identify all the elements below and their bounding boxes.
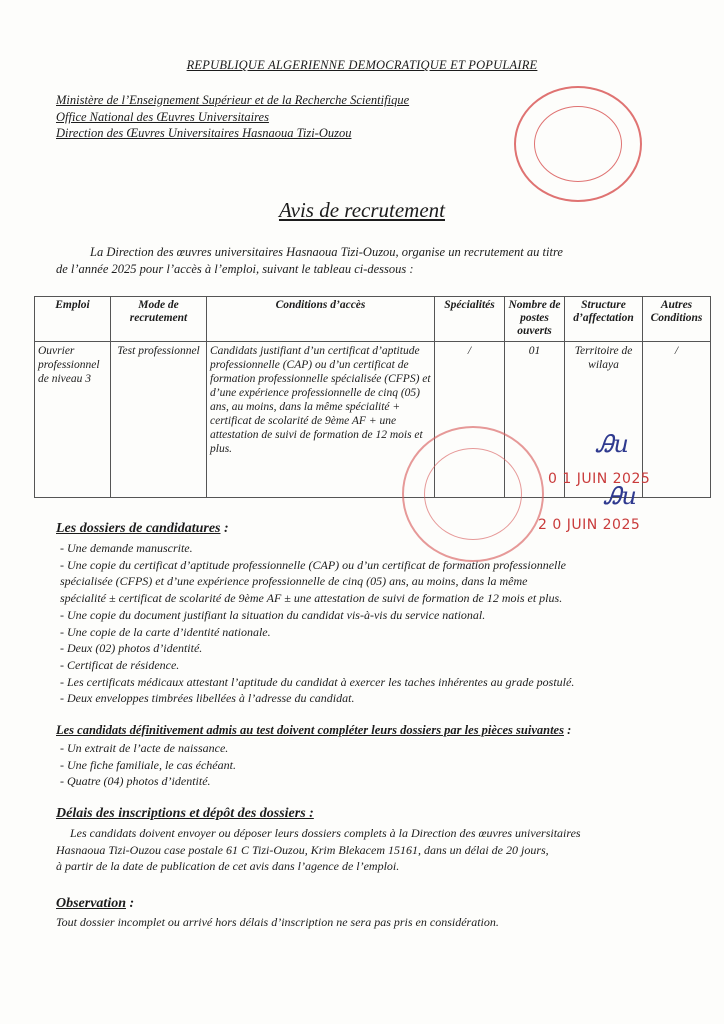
delais-line-2: Hasnaoua Tizi-Ouzou case postale 61 C Tizi-Ouzou, Krim Blekacem 15161, dans un délai de 20 jours,	[56, 842, 549, 857]
list-item: - Quatre (04) photos d’identité.	[60, 774, 211, 789]
list-item: - Certificat de résidence.	[60, 657, 180, 672]
header-nombre: Nombre de postes ouverts	[505, 297, 565, 342]
observation-text: Tout dossier incomplet ou arrivé hors délais d’inscription ne sera pas pris en considération.	[56, 915, 499, 929]
republic-heading: REPUBLIQUE ALGERIENNE DEMOCRATIQUE ET POPULAIRE	[186, 58, 538, 72]
signature-2: Ꭿu	[604, 482, 637, 510]
intro-paragraph	[56, 244, 696, 278]
list-item: - Une copie de la carte d’identité nationale.	[60, 624, 271, 639]
list-item: - Un extrait de l’acte de naissance.	[60, 741, 229, 755]
direction-line: Direction des Œuvres Universitaires Hasnaoua Tizi-Ouzou	[56, 126, 352, 140]
header-autres: Autres Conditions	[643, 297, 711, 342]
dossiers-list	[60, 540, 700, 707]
date-stamp-1: 0 1 JUIN 2025	[548, 471, 651, 487]
header-mode: Mode de recrutement	[111, 297, 207, 342]
cell-specialites: /	[435, 342, 505, 498]
intro-line-2: de l’année 2025 pour l’accès à l’emploi, suivant le tableau ci-dessous :	[56, 262, 414, 276]
ministry-line: Ministère de l’Enseignement Supérieur et de la Recherche Scientifique	[56, 93, 410, 107]
header-structure: Structure d’affectation	[565, 297, 643, 342]
list-item: spécialisée (CFPS) et d’une expérience professionnelle de cinq (05) ans, au moins, dans la même	[60, 574, 528, 589]
list-item: - Une copie du document justifiant la situation du candidat vis-à-vis du service national.	[60, 607, 486, 622]
delais-title: Délais des inscriptions et dépôt des dossiers :	[56, 806, 314, 821]
admis-title: Les candidats définitivement admis au test doivent compléter leurs dossiers par les pièces suivantes :	[56, 723, 572, 737]
recruitment-table	[34, 296, 711, 498]
list-item: spécialité ± certificat de scolarité de 9ème AF ± une attestation de suivi de formation de 12 mois et plus.	[60, 591, 563, 606]
intro-line-1: La Direction des œuvres universitaires Hasnaoua Tizi-Ouzou, organise un recrutement au titre	[90, 245, 563, 259]
cell-autres: /	[643, 342, 711, 498]
office-line: Office National des Œuvres Universitaires	[56, 110, 269, 124]
delais-paragraph	[56, 825, 706, 875]
list-item: - Deux (02) photos d’identité.	[60, 641, 203, 656]
signature-1: Ꭿu	[596, 430, 629, 458]
list-item: - Une copie du certificat d’aptitude professionnelle (CAP) ou d’un certificat de formation professionnelle	[60, 557, 567, 572]
cell-conditions: Candidats justifiant d’un certificat d’aptitude professionnelle (CAP) ou d’un certificat de formation professionnelle spécialisée (CFPS) et d’une expérience professionnelle de cinq (05) ans, au moins, dans la même spécialité + certificat de scolarité de 9ème AF + une attestation de suivi de formation de 12 mois et plus.	[207, 342, 435, 498]
list-item: - Les certificats médicaux attestant l’aptitude du candidat à exercer les taches inhérentes au grade postulé.	[60, 674, 575, 689]
cell-mode: Test professionnel	[111, 342, 207, 498]
header-specialites: Spécialités	[435, 297, 505, 342]
cell-emploi: Ouvrier professionnel de niveau 3	[35, 342, 111, 498]
delais-line-3: à partir de la date de publication de cet avis dans l’agence de l’emploi.	[56, 859, 400, 874]
delais-line-1: Les candidats doivent envoyer ou déposer leurs dossiers complets à la Direction des œuvres universitaires	[70, 826, 581, 840]
dossiers-title: Les dossiers de candidatures :	[56, 521, 229, 536]
list-item: - Une fiche familiale, le cas échéant.	[60, 757, 236, 772]
header-conditions: Conditions d’accès	[207, 297, 435, 342]
page-title: Avis de recrutement	[278, 198, 445, 222]
list-item: - Deux enveloppes timbrées libellées à l’adresse du candidat.	[60, 691, 355, 706]
date-stamp-2: 2 0 JUIN 2025	[538, 517, 641, 533]
official-stamp	[514, 86, 642, 202]
list-item: - Une demande manuscrite.	[60, 541, 193, 555]
admis-list	[60, 740, 700, 790]
header-emploi: Emploi	[35, 297, 111, 342]
table-header-row	[35, 297, 711, 342]
cell-nombre: 01	[505, 342, 565, 498]
cell-structure: Territoire de wilaya	[565, 342, 643, 498]
observation-title: Observation :	[56, 896, 135, 911]
